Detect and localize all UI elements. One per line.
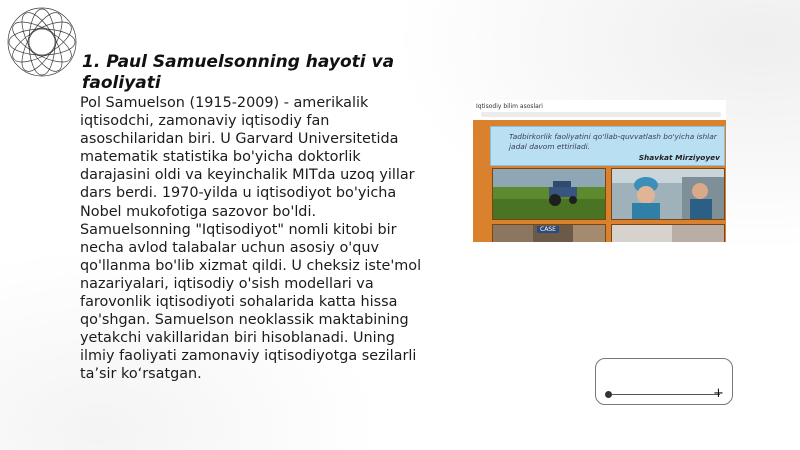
playhead-dot-icon[interactable] xyxy=(605,391,612,398)
quote-author: Shavkat Mirziyoyev xyxy=(638,153,720,162)
photo-badge: CASE xyxy=(537,226,559,233)
workers-factory-photo xyxy=(611,168,725,220)
quote-text: Tadbirkorlik faoliyatini qo'llab-quvvatlash bo'yicha ishlar jadal davom ettiriladi. xyxy=(509,132,717,151)
player-progress-track[interactable] xyxy=(608,394,720,395)
tractor-field-photo xyxy=(492,168,606,220)
embedded-browser-bar xyxy=(473,100,726,120)
embedded-website-screenshot xyxy=(473,100,726,242)
crosshair-plus-icon[interactable]: + xyxy=(713,386,724,401)
spirograph-ornament-icon xyxy=(4,4,80,80)
media-player-control[interactable] xyxy=(595,358,733,405)
quote-box xyxy=(490,126,725,166)
embedded-tab-title: Iqtisodiy bilim asoslari xyxy=(476,103,543,110)
embedded-url-bar xyxy=(481,112,721,117)
slide-title: 1. Paul Samuelsonning hayoti va faoliyati xyxy=(82,52,395,93)
event-thumbnail-photo xyxy=(611,224,725,242)
embedded-page-frame xyxy=(473,120,726,242)
slide-body-text: Pol Samuelson (1915-2009) - amerikalik iqtisodchi, zamonaviy iqtisodiy fan asoschilaridan biri. U Garvard Universitetida matematik statistika bo'yicha doktorlik darajasini oldi va keyinchalik MITda uzoq yillar dars berdi. 1970-yilda u iqtisodiyot bo'yicha Nobel mukofotiga sazovor bo'ldi. Samuelsonning "Iqtisodiyot" nomli kitobi bir necha avlod talabalar uchun asosiy o'quv qo'llanma bo'lib xizmat qildi. U cheksiz iste'mol nazariyalari, iqtisodiy o'sish modellari va farovonlik iqtisodiyoti sohalarida katta hissa qo'shgan. Samuelson neoklassik maktabining yetakchi vakillaridan biri hisoblanadi. Uning ilmiy faoliyati zamonaviy iqtisodiyotga sezilarli ta’sir ko‘rsatgan. xyxy=(80,95,422,383)
